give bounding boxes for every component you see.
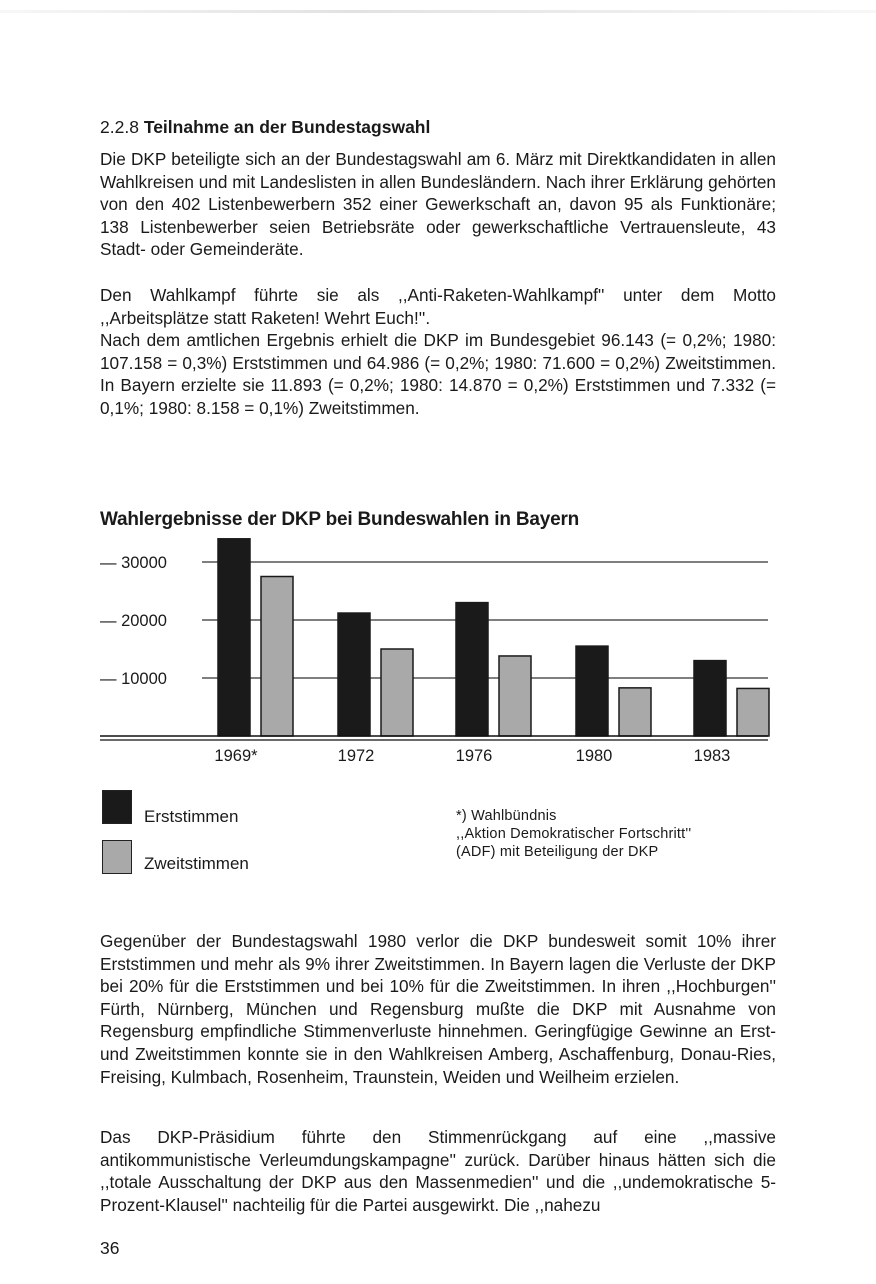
bar-erststimmen xyxy=(218,539,250,736)
section-heading xyxy=(100,116,430,138)
page-top-rule xyxy=(0,10,876,13)
y-tick-label: — 10000 xyxy=(100,670,167,688)
y-tick-label: — 20000 xyxy=(100,612,167,630)
legend-swatch-zweitstimmen xyxy=(102,840,132,874)
bar-erststimmen xyxy=(576,646,608,736)
chart-title: Wahlergebnisse der DKP bei Bundeswahlen in Bayern xyxy=(100,509,580,530)
paragraph-4: Gegenüber der Bundestagswahl 1980 verlor die DKP bundesweit somit 10% ihrer Erststimmen und mehr als 9% ihrer Zweitstimmen. In Bayern lagen die Verluste der DKP bei 20% für die Erststimmen und bei 10% für die Zweitstimmen. In ihren ,,Hochburgen'' Fürth, Nürnberg, München und Regensburg mußte die DKP mit Ausnahme von Regensburg empfindliche Stimmenverluste hinnehmen. Geringfügige Gewinne an Erst- und Zweitstimmen konnte sie in den Wahlkreisen Amberg, Aschaffenburg, Donau-Ries, Freising, Kulmbach, Rosenheim, Traunstein, Weiden und Weilheim erzielen. xyxy=(100,931,776,1087)
footnote-line: (ADF) mit Beteiligung der DKP xyxy=(456,844,659,860)
x-tick-label: 1969* xyxy=(214,747,258,765)
x-tick-label: 1972 xyxy=(337,747,375,765)
footnote-line: *) Wahlbündnis xyxy=(456,808,557,824)
legend-label-erststimmen: Erststimmen xyxy=(144,807,239,826)
footnote-line: ,,Aktion Demokratischer Fortschritt'' xyxy=(456,826,692,842)
y-tick-label: — 30000 xyxy=(100,554,167,572)
paragraph-5: Das DKP-Präsidium führte den Stimmenrückgang auf eine ,,massive antikommunistische Verleumdungskampagne'' zurück. Darüber hinaus hätten sich die ,,totale Ausschaltung der DKP aus den Massenmedien'' und die ,,undemokratische 5-Prozent-Klausel'' nachteilig für die Partei ausgewirkt. Die ,,nahezu xyxy=(100,1127,776,1215)
bar-zweitstimmen xyxy=(737,688,769,736)
section-title: Teilnahme an der Bundestagswahl xyxy=(143,117,431,137)
bar-zweitstimmen xyxy=(381,649,413,736)
bar-zweitstimmen xyxy=(619,688,651,736)
bar-zweitstimmen xyxy=(499,656,531,736)
bar-zweitstimmen xyxy=(261,577,293,737)
paragraph-3: Nach dem amtlichen Ergebnis erhielt die DKP im Bundesgebiet 96.143 (= 0,2%; 1980: 107.158 = 0,3%) Erststimmen und 64.986 (= 0,2%; 1980: 71.600 = 0,2%) Zweitstimmen. In Bayern erzielte sie 11.893 (= 0,2%; 1980: 14.870 = 0,2%) Erststimmen und 7.332 (= 0,1%; 1980: 8.158 = 0,1%) Zweitstimmen. xyxy=(100,330,776,418)
chart-footnote xyxy=(456,807,691,861)
x-tick-label: 1980 xyxy=(575,747,613,765)
bar-erststimmen xyxy=(338,613,370,736)
section-number: 2.2.8 xyxy=(100,117,139,137)
bar-erststimmen xyxy=(456,603,488,736)
page-number: 36 xyxy=(100,1238,120,1258)
paragraph-2: Den Wahlkampf führte sie als ,,Anti-Raketen-Wahlkampf'' unter dem Motto ,,Arbeitsplätze statt Raketen! Wehrt Euch!''. xyxy=(100,285,776,328)
bar-erststimmen xyxy=(694,661,726,736)
x-tick-label: 1983 xyxy=(693,747,731,765)
paragraph-1: Die DKP beteiligte sich an der Bundestagswahl am 6. März mit Direktkandidaten in allen Wahlkreisen und mit Landeslisten in allen Bundesländern. Nach ihrer Erklärung gehörten von den 402 Listenbewerbern 352 einer Gewerkschaft an, davon 95 als Funktionäre; 138 Listenbewerber seien Betriebsräte oder gewerkschaftliche Vertrauensleute, 43 Stadt- oder Gemeinderäte. xyxy=(100,149,776,260)
bar-chart xyxy=(0,525,876,775)
legend-label-zweitstimmen: Zweitstimmen xyxy=(144,854,249,873)
legend-swatch-erststimmen xyxy=(102,790,132,824)
x-tick-label: 1976 xyxy=(455,747,493,765)
